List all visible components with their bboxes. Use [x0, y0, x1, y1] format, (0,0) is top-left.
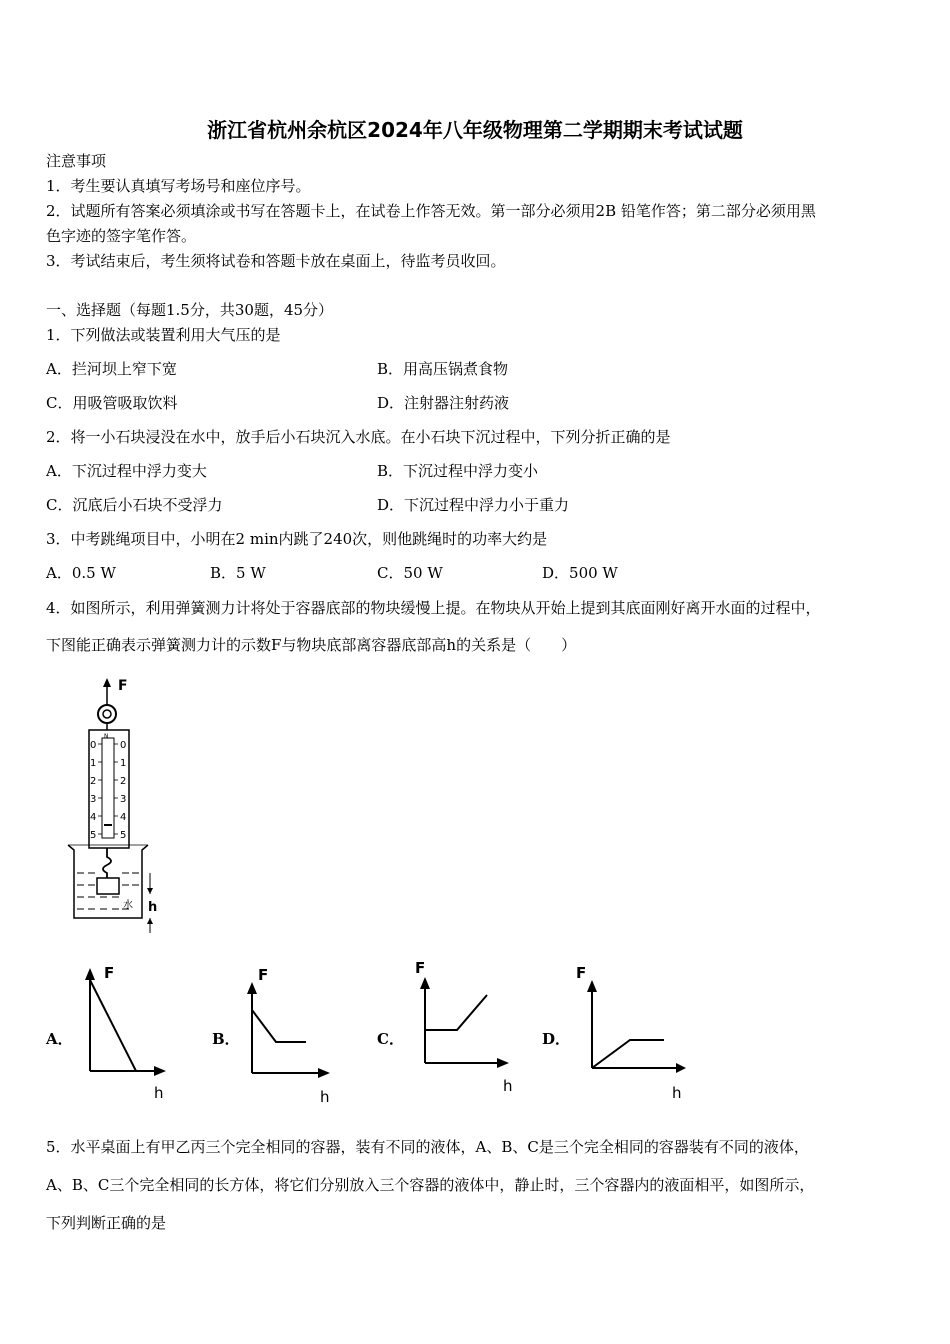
scale-right-2: 2 — [120, 776, 127, 787]
figure-height-label: h — [148, 900, 158, 915]
graph-b-x-label: h — [320, 1088, 330, 1106]
scale-right-1: 1 — [120, 758, 127, 769]
q3-option-a: A．0.5 W — [46, 564, 116, 582]
q2-option-c: C．沉底后小石块不受浮力 — [46, 496, 223, 514]
scale-left-1: 1 — [90, 758, 97, 769]
q4-graph-d-label: D． — [542, 1030, 571, 1048]
q4-graph-c — [405, 955, 520, 1105]
graph-c-y-label: F — [415, 959, 426, 977]
scale-left-3: 3 — [90, 794, 97, 805]
spring-scale-figure — [60, 675, 180, 940]
question-2-stem: 2．将一小石块浸没在水中，放手后小石块沉入水底。在小石块下沉过程中，下列分折正确的是 — [46, 428, 671, 446]
figure-force-label: F — [118, 678, 128, 694]
scale-left-0: 0 — [90, 740, 97, 751]
scale-left-5: 5 — [90, 830, 97, 841]
notice-item-1: 1．考生要认真填写考场号和座位序号。 — [46, 177, 311, 195]
q3-option-b: B．5 W — [210, 564, 266, 582]
section-heading: 一、选择题（每题1.5分，共30题，45分） — [46, 301, 334, 319]
scale-right-4: 4 — [120, 812, 127, 823]
question-3-stem: 3．中考跳绳项目中，小明在2 min内跳了240次，则他跳绳时的功率大约是 — [46, 530, 548, 548]
notice-heading: 注意事项 — [46, 152, 107, 170]
question-5-stem-line1: 5．水平桌面上有甲乙丙三个完全相同的容器，装有不同的液体，A、B、C是三个完全相同的容器装有不同的液体， — [46, 1138, 809, 1156]
graph-a-y-label: F — [104, 964, 115, 982]
scale-left-4: 4 — [90, 812, 97, 823]
q1-option-a: A．拦河坝上窄下宽 — [46, 360, 177, 378]
scale-right-5: 5 — [120, 830, 127, 841]
graph-b-y-label: F — [258, 966, 269, 984]
q2-option-b: B．下沉过程中浮力变小 — [377, 462, 539, 480]
q1-option-b: B．用高压锅煮食物 — [377, 360, 509, 378]
page-title: 浙江省杭州余杭区2024年八年级物理第二学期期末考试试题 — [207, 118, 743, 142]
question-5-stem-line3: 下列判断正确的是 — [46, 1214, 167, 1232]
notice-item-3: 3．考试结束后，考生须将试卷和答题卡放在桌面上，待监考员收回。 — [46, 252, 506, 270]
figure-water-label: 水 — [123, 900, 133, 911]
scale-right-0: 0 — [120, 740, 127, 751]
question-4-stem-line2: 下图能正确表示弹簧测力计的示数F与物块底部离容器底部高h的关系是（ ） — [46, 636, 577, 654]
q4-graph-d — [572, 958, 687, 1108]
q4-graph-b-label: B． — [212, 1030, 240, 1048]
q2-option-a: A．下沉过程中浮力变大 — [46, 462, 207, 480]
q3-option-c: C．50 W — [377, 564, 443, 582]
q1-option-c: C．用吸管吸取饮料 — [46, 394, 178, 412]
scale-left-2: 2 — [90, 776, 97, 787]
q4-graph-a-label: A． — [46, 1030, 73, 1048]
question-5-stem-line2: A、B、C三个完全相同的长方体，将它们分别放入三个容器的液体中，静止时，三个容器内的液面相平，如图所示， — [46, 1176, 815, 1194]
q4-graph-b — [232, 960, 342, 1110]
q2-option-d: D．下沉过程中浮力小于重力 — [377, 496, 570, 514]
figure-unit-label: N — [104, 733, 109, 740]
graph-c-x-label: h — [503, 1077, 513, 1095]
notice-item-2-cont: 色字迹的签字笔作答。 — [46, 227, 197, 245]
q1-option-d: D．注射器注射药液 — [377, 394, 510, 412]
graph-d-y-label: F — [576, 964, 587, 982]
graph-a-x-label: h — [154, 1084, 164, 1102]
notice-item-2: 2．试题所有答案必须填涂或书写在答题卡上，在试卷上作答无效。第一部分必须用2B 铅笔作答；第二部分必须用黑 — [46, 202, 816, 220]
question-1-stem: 1．下列做法或装置利用大气压的是 — [46, 326, 281, 344]
question-4-stem-line1: 4．如图所示，利用弹簧测力计将处于容器底部的物块缓慢上提。在物块从开始上提到其底面刚好离开水面的过程中， — [46, 599, 821, 617]
graph-d-x-label: h — [672, 1084, 682, 1102]
q4-graph-a — [70, 958, 180, 1108]
scale-right-3: 3 — [120, 794, 127, 805]
q4-graph-c-label: C． — [377, 1030, 404, 1048]
q3-option-d: D．500 W — [542, 564, 618, 582]
